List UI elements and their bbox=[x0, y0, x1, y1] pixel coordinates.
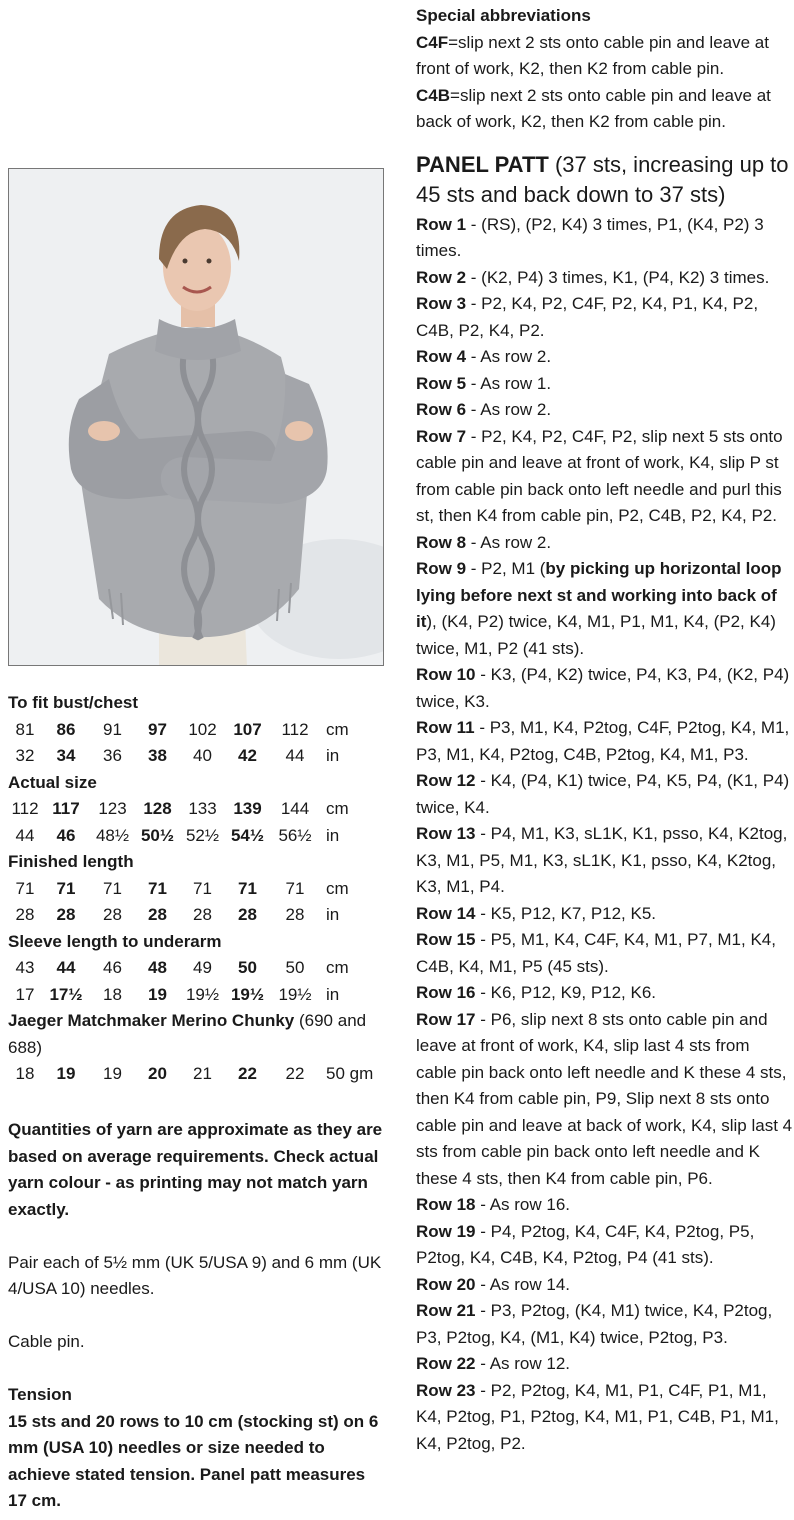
row-label: Row 6 bbox=[416, 400, 467, 419]
row-text: - P2, P2tog, K4, M1, P1, C4F, P1, M1, K4, P2tog, P1, P2tog, K4, M1, P1, C4B, P1, M1, K4, P2tog, P2. bbox=[416, 1380, 779, 1453]
row-text: - As row 2. bbox=[466, 532, 552, 552]
row-label: Row 12 bbox=[416, 771, 476, 790]
row-text: - P6, slip next 8 sts onto cable pin and leave at front of work, K4, slip last 4 sts from cable pin back onto left needle and K these 4 sts, then K4 from cable pin, P9, Slip next 8 sts onto cable pin and leave at back of work, K4, slip last 4 sts from cable pin back onto left needle and K these 4 sts, then K4 from cable pin, P6. bbox=[416, 1009, 793, 1188]
actual-in-row: 44 46 48½ 50½ 52½ 54½ 56½ in bbox=[15, 825, 340, 845]
yarn-heading bbox=[8, 1008, 388, 1061]
row-label: Row 13 bbox=[416, 824, 476, 843]
pattern-row bbox=[416, 1219, 794, 1272]
row-text: - P2, K4, P2, C4F, P2, K4, P1, K4, P2, C4B, P2, K4, P2. bbox=[416, 294, 759, 340]
pattern-row bbox=[416, 662, 794, 715]
row-text: - As row 14. bbox=[475, 1274, 571, 1294]
pattern-row bbox=[416, 1192, 794, 1219]
pattern-row bbox=[416, 901, 794, 928]
row-text: - K5, P12, K7, P12, K5. bbox=[475, 903, 657, 923]
row-label: Row 15 bbox=[416, 930, 476, 949]
panel-title: PANEL PATT bbox=[416, 151, 549, 177]
row-label: Row 20 bbox=[416, 1274, 476, 1294]
pattern-row bbox=[416, 1298, 794, 1351]
row-label: Row 5 bbox=[416, 373, 467, 393]
pattern-row bbox=[416, 768, 794, 821]
pattern-row bbox=[416, 927, 794, 980]
row-label: Row 3 bbox=[416, 294, 467, 313]
size-table bbox=[8, 690, 388, 1088]
row-label: Row 23 bbox=[416, 1380, 476, 1400]
pattern-row bbox=[416, 212, 794, 265]
row-text: - P4, P2tog, K4, C4F, K4, P2tog, P5, P2tog, K4, C4B, K4, P2tog, P4 (41 sts). bbox=[416, 1221, 755, 1267]
pattern-row bbox=[416, 344, 794, 371]
row-text: - (K2, P4) 3 times, K1, (P4, K2) 3 times. bbox=[466, 267, 770, 287]
row-label: Row 8 bbox=[416, 532, 467, 552]
sleeve-length-heading: Sleeve length to underarm bbox=[8, 931, 222, 951]
row-text: - As row 16. bbox=[475, 1195, 571, 1214]
length-in-row: 28 28 28 28 28 28 28 in bbox=[15, 905, 340, 924]
bust-cm-row: 81 86 91 97 102 107 112 cm bbox=[15, 719, 349, 739]
needles-note: Pair each of 5½ mm (UK 5/USA 9) and 6 mm (UK 4/USA 10) needles. bbox=[8, 1252, 382, 1298]
pattern-row bbox=[416, 1007, 794, 1193]
row-text: - P3, M1, K4, P2tog, C4F, P2tog, K4, M1, P3, M1, K4, P2tog, C4B, P2tog, K4, M1, P3. bbox=[416, 718, 790, 764]
row-text: - K3, (P4, K2) twice, P4, K3, P4, (K2, P4) twice, K3. bbox=[416, 665, 790, 711]
row-label: Row 18 bbox=[416, 1195, 476, 1214]
row-text: - (RS), (P2, K4) 3 times, P1, (K4, P2) 3 times. bbox=[416, 214, 764, 260]
row-label: Row 17 bbox=[416, 1009, 476, 1029]
pattern-row bbox=[416, 530, 794, 557]
pattern-row bbox=[416, 265, 794, 292]
pattern-row bbox=[416, 980, 794, 1007]
pattern-row bbox=[416, 371, 794, 398]
yarn-row: 18 19 19 20 21 22 22 50 gm bbox=[15, 1064, 374, 1083]
pattern-row bbox=[416, 1351, 794, 1378]
tension-text: 15 sts and 20 rows to 10 cm (stocking st) on 6 mm (USA 10) needles or size needed to achieve stated tension. Panel patt measures 17 cm. bbox=[8, 1411, 379, 1510]
row-text: - K4, (P4, K1) twice, P4, K5, P4, (K1, P4) twice, K4. bbox=[416, 771, 790, 817]
row-text: - As row 2. bbox=[466, 400, 552, 419]
pattern-row bbox=[416, 397, 794, 424]
pattern-row bbox=[416, 1378, 794, 1458]
row-text: - P2, M1 ( bbox=[466, 559, 546, 578]
row-text: - As row 12. bbox=[475, 1354, 571, 1373]
row-text: - K6, P12, K9, P12, K6. bbox=[475, 983, 657, 1002]
row-label: Row 2 bbox=[416, 267, 467, 287]
quantities-note: Quantities of yarn are approximate as they are based on average requirements. Check actual yarn colour - as printing may not match yarn exactly. bbox=[8, 1120, 383, 1219]
yarn-detail: (690 and 688) bbox=[8, 1011, 367, 1057]
finished-length-heading: Finished length bbox=[8, 852, 134, 871]
row-emphasis: by picking up horizontal loop lying before next st and working into back of it bbox=[416, 559, 782, 631]
row-label: Row 16 bbox=[416, 983, 476, 1002]
row-label: Row 22 bbox=[416, 1354, 476, 1373]
pattern-row bbox=[416, 556, 794, 662]
row-label: Row 7 bbox=[416, 426, 467, 446]
bust-in-row: 32 34 36 38 40 42 44 in bbox=[15, 746, 340, 765]
row-label: Row 21 bbox=[416, 1301, 476, 1320]
pattern-row bbox=[416, 291, 794, 344]
row-label: Row 19 bbox=[416, 1221, 476, 1241]
row-text: - P2, K4, P2, C4F, P2, slip next 5 sts onto cable pin and leave at front of work, K4, slip P st from cable pin back onto left needle and purl this st, then K4 from cable pin, P2, C4B, P2, K4, P2. bbox=[416, 426, 783, 525]
row-text: - As row 2. bbox=[466, 347, 552, 366]
pattern-row bbox=[416, 821, 794, 901]
length-cm-row: 71 71 71 71 71 71 71 cm bbox=[15, 878, 349, 898]
actual-size-heading: Actual size bbox=[8, 772, 97, 792]
abbreviations-heading: Special abbreviations bbox=[416, 6, 591, 25]
sleeve-in-row: 17 17½ 18 19 19½ 19½ 19½ in bbox=[15, 984, 340, 1004]
row-label: Row 1 bbox=[416, 214, 467, 234]
row-label: Row 11 bbox=[416, 718, 475, 737]
yarn-name: Jaeger Matchmaker Merino Chunky bbox=[8, 1011, 295, 1030]
row-text: - As row 1. bbox=[466, 373, 552, 393]
panel-subtitle: (37 sts, increasing up to 45 sts and back down to 37 sts) bbox=[416, 151, 789, 207]
row-text: - P3, P2tog, (K4, M1) twice, K4, P2tog, P3, P2tog, K4, (M1, K4) twice, P2tog, P3. bbox=[416, 1301, 773, 1347]
tension-heading: Tension bbox=[8, 1385, 72, 1404]
pattern-row bbox=[416, 1272, 794, 1299]
sleeve-cm-row: 43 44 46 48 49 50 50 cm bbox=[15, 958, 349, 977]
row-label: Row 14 bbox=[416, 903, 476, 923]
bust-heading: To fit bust/chest bbox=[8, 693, 139, 712]
actual-cm-row: 112 117 123 128 133 139 144 cm bbox=[11, 799, 349, 818]
abbreviation-c4f: C4F=slip next 2 sts onto cable pin and leave at front of work, K2, then K2 from cable pin. bbox=[416, 32, 769, 78]
panel-rows bbox=[416, 212, 794, 1458]
row-label: Row 9 bbox=[416, 559, 467, 578]
row-text: - P5, M1, K4, C4F, K4, M1, P7, M1, K4, C4B, K4, M1, P5 (45 sts). bbox=[416, 930, 776, 976]
cable-pin-note: Cable pin. bbox=[8, 1332, 85, 1351]
pattern-row bbox=[416, 715, 794, 768]
abbreviation-c4b: C4B=slip next 2 sts onto cable pin and leave at back of work, K2, then K2 from cable pin. bbox=[416, 85, 771, 131]
instructions-column bbox=[416, 3, 794, 1457]
panel-heading bbox=[416, 150, 794, 210]
notes bbox=[8, 1117, 388, 1520]
row-label: Row 10 bbox=[416, 665, 476, 684]
row-text: - P4, M1, K3, sL1K, K1, psso, K4, K2tog, K3, M1, P5, M1, K3, sL1K, K1, psso, K4, K2tog, K3, M1, P4. bbox=[416, 824, 788, 896]
pattern-row bbox=[416, 424, 794, 530]
row-label: Row 4 bbox=[416, 347, 467, 366]
row-text-after: ), (K4, P2) twice, K4, M1, P1, M1, K4, (P2, K4) twice, M1, P2 (41 sts). bbox=[416, 612, 776, 658]
model-photo bbox=[8, 168, 384, 666]
